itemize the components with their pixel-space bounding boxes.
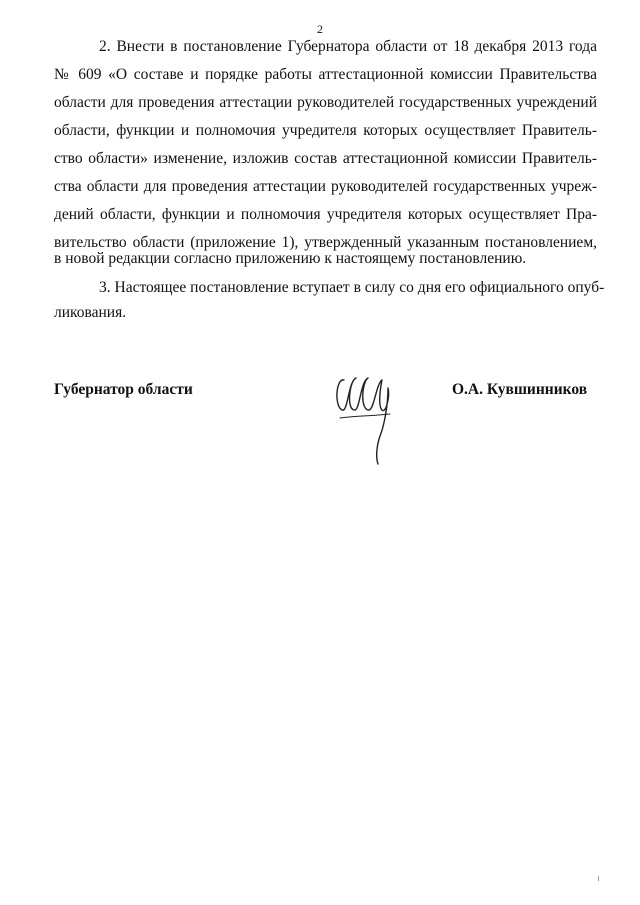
paragraph-2-line-6: ства области для проведения аттестации руководителей государственных учреж- bbox=[54, 178, 597, 195]
page-number: 2 bbox=[317, 22, 323, 36]
signer-position: Губернатор области bbox=[54, 381, 193, 398]
paragraph-2-line-2: № 609 «О составе и порядке работы аттестационной комиссии Правительства bbox=[54, 66, 597, 83]
paragraph-2-line-7: дений области, функции и полномочия учредителя которых осуществляет Пра- bbox=[54, 206, 597, 223]
paragraph-2-line-8: вительство области (приложение 1), утвержденный указанным постановлением, bbox=[54, 234, 597, 251]
paragraph-3-line-2: ликования. bbox=[54, 304, 127, 321]
paragraph-3-line-1: 3. Настоящее постановление вступает в силу со дня его официального опуб- bbox=[99, 279, 605, 296]
signer-name: О.А. Кувшинников bbox=[452, 381, 588, 398]
paragraph-2-line-3: области для проведения аттестации руководителей государственных учреждений bbox=[54, 94, 597, 111]
paragraph-2-line-5: ство области» изменение, изложив состав аттестационной комиссии Правитель- bbox=[54, 150, 597, 167]
paragraph-2-line-1: 2. Внести в постановление Губернатора области от 18 декабря 2013 года bbox=[99, 38, 597, 55]
handwritten-signature bbox=[330, 366, 400, 466]
paragraph-2-line-4: области, функции и полномочия учредителя которых осуществляет Правитель- bbox=[54, 122, 597, 139]
scan-speck bbox=[598, 876, 599, 881]
paragraph-2-line-9: в новой редакции согласно приложению к настоящему постановлению. bbox=[54, 250, 527, 267]
